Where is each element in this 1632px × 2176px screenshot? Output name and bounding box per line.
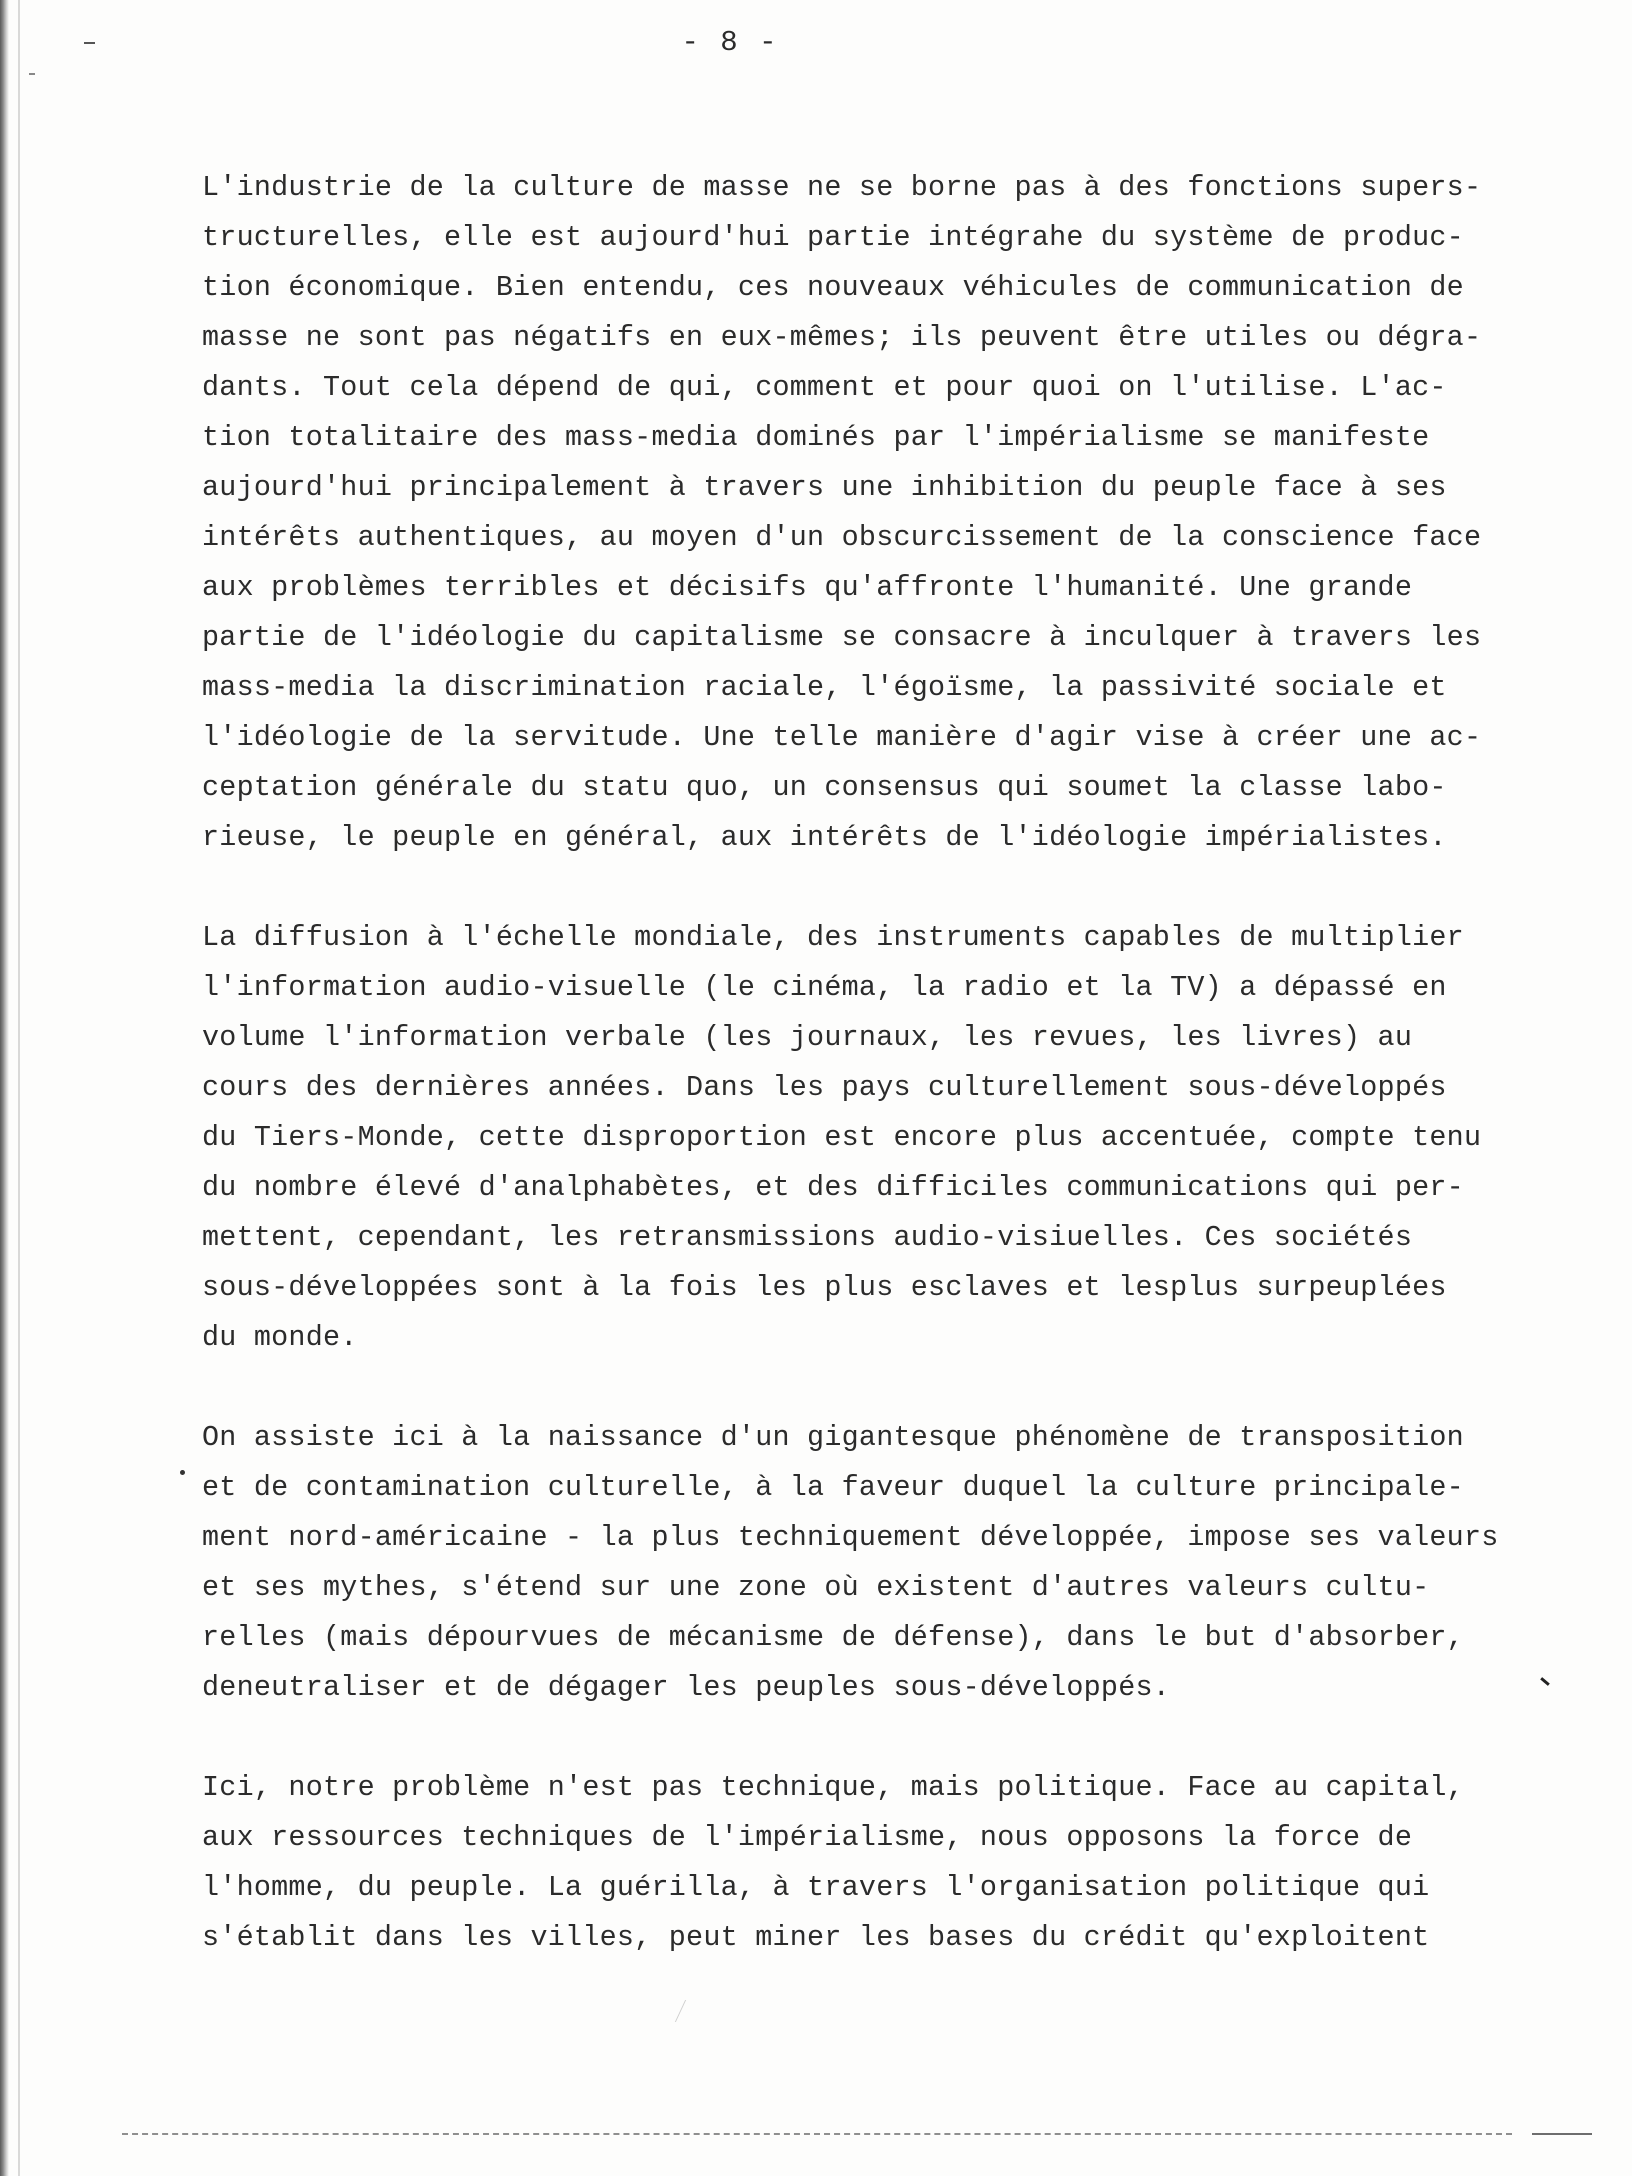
paragraph-2: La diffusion à l'échelle mondiale, des instruments capables de multiplier l'information audio-visuelle (le cinéma, la radio et la TV) a dépassé en volume l'information verbale (les journaux, les revues, les livres) au cours des dernières années. Dans les pays culturellement sous-développés du Tiers-Monde, cette disproportion est encore plus accentuée, compte tenu du nombre élevé d'analphabètes, et des difficiles communications qui per- mettent, cependant, les retransmissions audio-visiuelles. Ces sociétés sous-développées sont à la fois les plus esclaves et lesplus surpeuplées du monde. <box>202 921 1482 1354</box>
body-text <box>202 163 1602 2013</box>
footer-rule <box>122 2133 1512 2135</box>
margin-mark-small <box>29 73 35 75</box>
paragraph-4: Ici, notre problème n'est pas technique, mais politique. Face au capital, aux ressources techniques de l'impérialisme, nous opposons la force de l'homme, du peuple. La guérilla, à travers l'organisation politique qui s'établit dans les villes, peut miner les bases du crédit qu'exploitent <box>202 1771 1464 1954</box>
page-number: - 8 - <box>681 26 779 59</box>
footer-rule-end <box>1532 2133 1592 2135</box>
stray-ink-dot <box>180 1470 185 1475</box>
scan-binding-shadow <box>18 0 20 2176</box>
paragraph-3: On assiste ici à la naissance d'un gigantesque phénomène de transposition et de contamination culturelle, à la faveur duquel la culture principale- ment nord-américaine - la plus techniquement développée, impose ses valeurs et ses mythes, s'étend sur une zone où existent d'autres valeurs cultu- relles (mais dépourvues de mécanisme de défense), dans le but d'absorber, deneutraliser et de dégager les peuples sous-développés. <box>202 1421 1499 1704</box>
scan-binding-edge <box>0 0 9 2176</box>
paragraph-1: L'industrie de la culture de masse ne se borne pas à des fonctions supers- tructurelles, elle est aujourd'hui partie intégrahe du système de produc- tion économique. Bien entendu, ces nouveaux véhicules de communication de masse ne sont pas négatifs en eux-mêmes; ils peuvent être utiles ou dégra- dants. Tout cela dépend de qui, comment et pour quoi on l'utilise. L'ac- tion totalitaire des mass-media dominés par l'impérialisme se manifeste aujourd'hui principalement à travers une inhibition du peuple face à ses intérêts authentiques, au moyen d'un obscurcissement de la conscience face aux problèmes terribles et décisifs qu'affronte l'humanité. Une grande partie de l'idéologie du capitalisme se consacre à inculquer à travers les mass-media la discrimination raciale, l'égoïsme, la passivité sociale et l'idéologie de la servitude. Une telle manière d'agir vise à créer une ac- ceptation générale du statu quo, un consensus qui soumet la classe labo- rieuse, le peuple en général, aux intérêts de l'idéologie impérialistes. <box>202 171 1482 854</box>
